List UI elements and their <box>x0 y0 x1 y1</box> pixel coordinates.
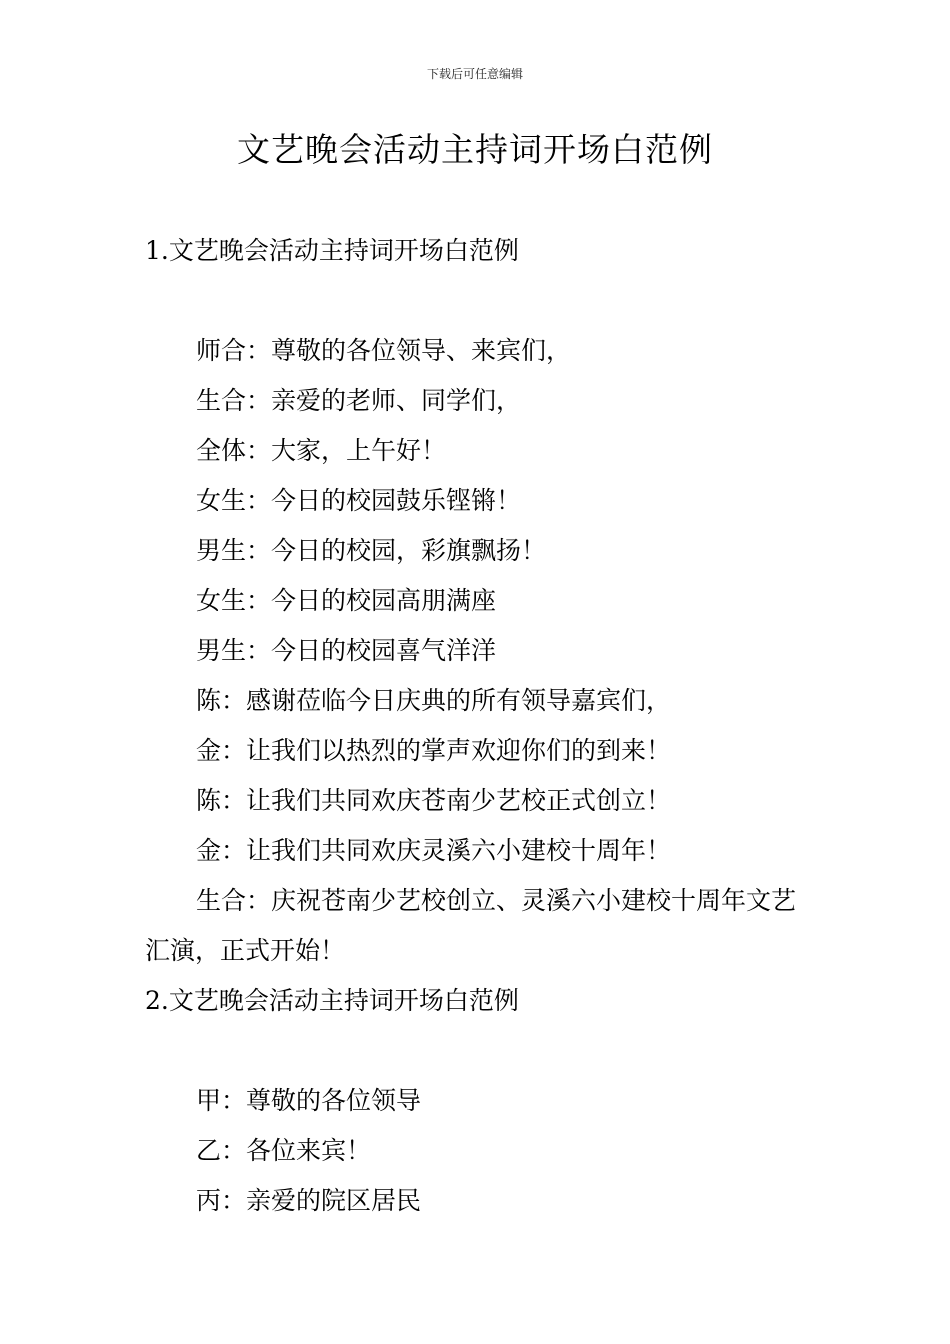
script-line: 金：让我们以热烈的掌声欢迎你们的到来！ <box>196 736 672 765</box>
script-line: 陈：感谢莅临今日庆典的所有领导嘉宾们， <box>196 686 672 715</box>
script-line: 金：让我们共同欢庆灵溪六小建校十周年！ <box>196 836 672 865</box>
script-line: 陈：让我们共同欢庆苍南少艺校正式创立！ <box>196 786 672 815</box>
script-line-wrapped: 生合：庆祝苍南少艺校创立、灵溪六小建校十周年文艺汇演，正式开始！ <box>145 886 797 965</box>
script-line: 女生：今日的校园高朋满座 <box>196 586 497 615</box>
script-line: 丙：亲爱的院区居民 <box>196 1186 422 1215</box>
script-line: 女生：今日的校园鼓乐铿锵！ <box>196 486 522 515</box>
script-line: 师合：尊敬的各位领导、来宾们， <box>196 336 572 365</box>
script-line: 甲：尊敬的各位领导 <box>196 1086 422 1115</box>
spacer <box>145 276 815 326</box>
script-line: 男生：今日的校园，彩旗飘扬！ <box>196 536 547 565</box>
script-line: 男生：今日的校园喜气洋洋 <box>196 636 497 665</box>
header-note: 下载后可任意编辑 <box>426 67 523 81</box>
spacer <box>145 1026 815 1076</box>
section-1-heading: 1.文艺晚会活动主持词开场白范例 <box>145 236 519 265</box>
script-line: 生合：亲爱的老师、同学们， <box>196 386 522 415</box>
script-line: 乙：各位来宾！ <box>196 1136 372 1165</box>
section-2-heading: 2.文艺晚会活动主持词开场白范例 <box>145 986 519 1015</box>
document-title: 文艺晚会活动主持词开场白范例 <box>237 130 713 169</box>
script-line: 全体：大家，上午好！ <box>196 436 447 465</box>
document-body <box>145 226 815 1226</box>
